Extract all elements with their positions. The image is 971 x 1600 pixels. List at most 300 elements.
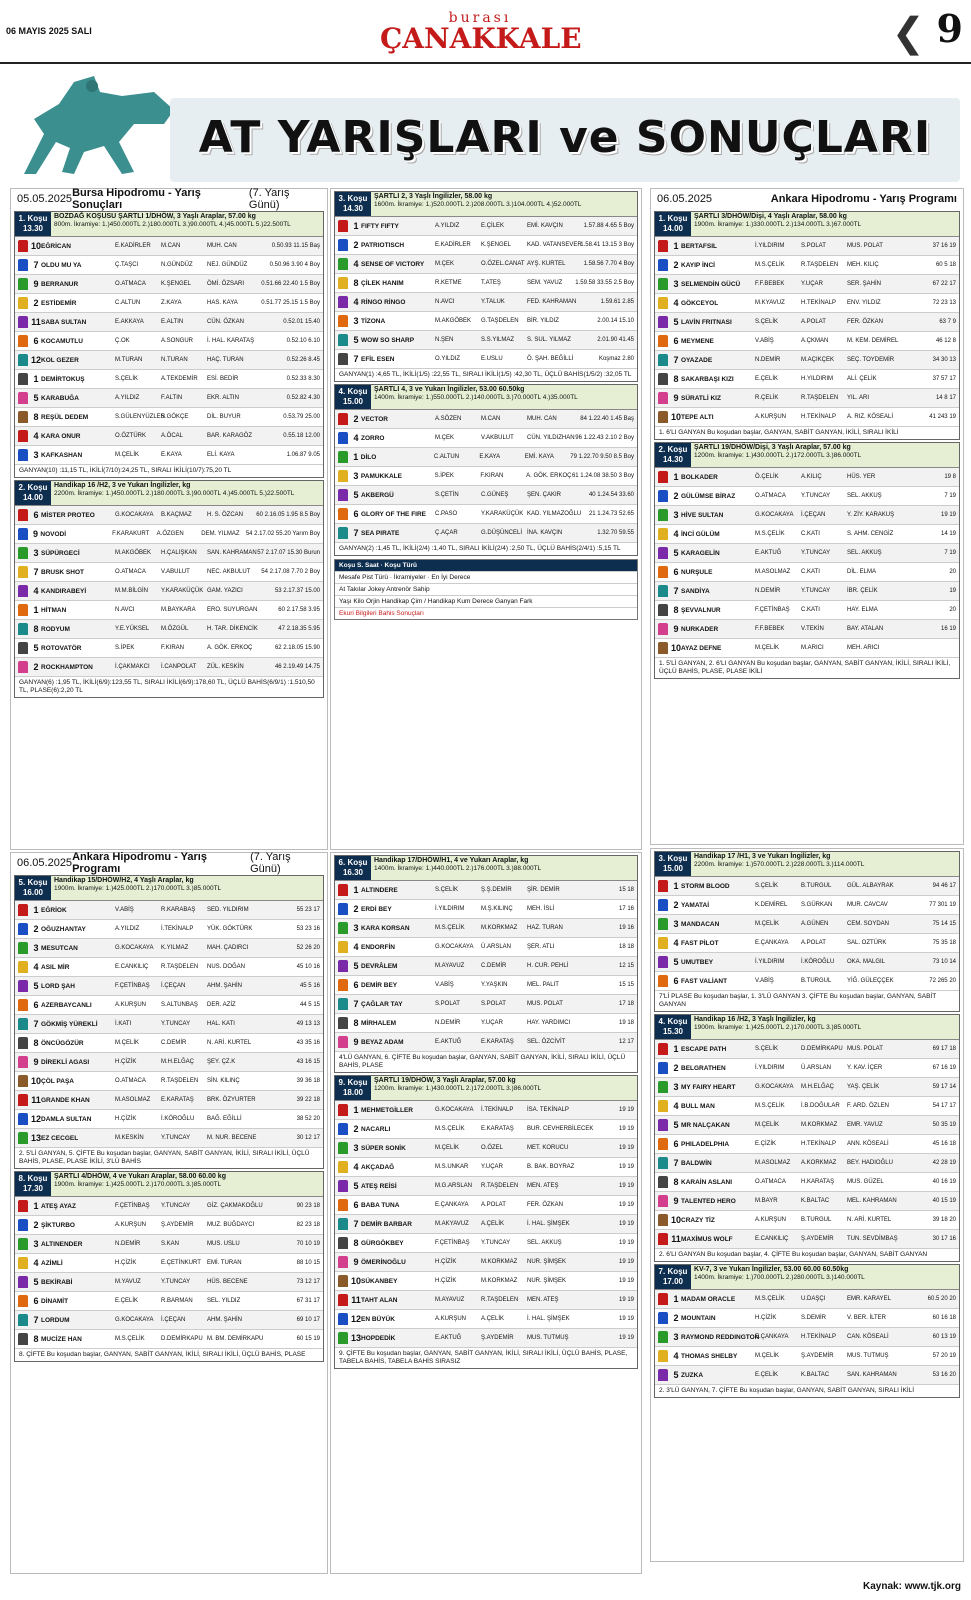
trainer: İ.KÖROĞLU [801,959,835,965]
jockey-silk-icon [338,998,348,1010]
horse-stats: 19 19 [618,1335,634,1341]
horse-name: ÖNCÜGÖZÜR [41,1039,84,1047]
horse-name: KOCAMUTLU [41,337,83,345]
owner: F. ARD. ÖZLEN [847,1103,890,1109]
race-info [51,876,323,900]
horse-name: CRAZY TİZ [681,1216,715,1224]
horse-row [335,957,637,976]
owner: SEL. ÖZCİVİT [527,1039,566,1045]
jockey-silk-icon [658,899,668,911]
horse-row [15,658,323,677]
owner: M. BM. DEMİRKAPU [207,1336,264,1342]
bursa-header [11,189,327,209]
horse-number: 6 [673,567,679,577]
horse-number: 3 [673,919,679,929]
owner: NUS. DOĞAN [207,964,246,970]
jockey: E.ÇELİK [755,376,779,382]
trainer: E.KARATAŞ [481,1126,514,1132]
race-block [334,191,638,382]
horse-number: 5 [33,981,39,991]
horse-number: 5 [673,548,679,558]
jockey: O.ATMACA [115,569,146,575]
horse-stats: 88 10 15 [296,1260,320,1266]
horse-stats: 20 [949,607,956,613]
race-number [335,385,371,409]
horse-number: 2 [33,662,39,672]
race-info [691,212,959,236]
race-header [655,1265,959,1290]
horse-name: MEHMETGİLLER [361,1106,413,1114]
horse-stats: 45 10 16 [296,964,320,970]
horse-stats: 15 15 [618,982,634,988]
jockey: E.KADİRLER [115,243,151,249]
trainer: E.ALTIN [161,319,184,325]
horse-name: AZİMLİ [41,1259,63,1267]
horse-number: 1 [33,905,39,915]
horse-number: 3 [673,279,679,289]
jockey: O.ÖZTÜRK [115,433,146,439]
trainer: A.SONGUR [161,338,194,344]
jockey-silk-icon [338,239,348,251]
jockey: C.PASO [435,511,458,517]
jockey-silk-icon [18,411,28,423]
jockey: E.ÇANKAYA [755,940,789,946]
horse-name: SAKARBAŞI KIZI [681,375,734,383]
jockey-silk-icon [338,432,348,444]
horse-stats: 12 15 [618,963,634,969]
trainer: G.DÜŞÜNCELİ [481,530,523,536]
race-note: 1. 6'LI GANYAN Bu koşudan başlar, GANYAN, SABİT GANYAN, İKİLİ, SIRALI İKİLİ [659,429,899,436]
horse-name: PHILADELPHIA [681,1140,730,1148]
horse-name: DİLO [360,453,377,461]
jockey: F.F.BEBEK [755,626,785,632]
jockey-silk-icon [658,1233,668,1245]
horse-stats: 39 36 18 [296,1078,320,1084]
horse-row [655,620,959,639]
horse-name: LORDUM [41,1316,70,1324]
horse-stats: 45 16 18 [932,1141,956,1147]
trainer: K.BALTAC [801,1372,830,1378]
horse-row [655,1078,959,1097]
jockey-silk-icon [338,1180,348,1192]
horse-row [655,544,959,563]
horse-stats: 44 5 15 [299,1002,320,1008]
jockey: G.KOCAKAYA [755,1084,794,1090]
horse-row [335,467,637,486]
trainer: İ.B.DOĞULAR [801,1103,840,1109]
horse-number: 6 [33,1296,39,1306]
race-number [15,212,51,236]
race-label: 1. Koşu [658,214,688,223]
owner: ANN. KÖSEALİ [847,1141,889,1147]
race-conditions: 1400m. İkramiye: 1.)440.000TL 2.)176.000TL 3.)88.000TL [374,865,542,872]
trainer: A.ÇKMAN [801,338,829,344]
owner: SEL. AKKUŞ [527,1240,562,1246]
race-label: 8. Koşu [18,1174,48,1183]
trainer: M.KORKMAZ [801,1122,838,1128]
horse-number: 5 [673,957,679,967]
owner: SAL. OZTÜRK [847,940,887,946]
owner: FER. ÖZKAN [847,319,884,325]
horse-stats: 53 16 20 [932,1372,956,1378]
owner: KAD. YILMAZOĞLU [527,511,582,517]
jockey: O.ATMACA [115,281,146,287]
jockey: S.ÇELİK [755,319,779,325]
race-time: 17.00 [662,1277,684,1286]
horse-stats: 19 16 [618,925,634,931]
trainer: Y.TUNCAY [481,1240,511,1246]
race-list [651,211,963,679]
owner: MEL. PALIT [527,982,559,988]
horse-name: KARA ONUR [41,432,81,440]
horse-number: 10 [671,643,682,653]
horse-name: BEKİRABİ [41,1278,73,1286]
ankara-bottom-date: 06.05.2025 [17,857,73,869]
jockey: M.ÇELİK [755,1353,780,1359]
trainer: C.KATI [801,607,820,613]
horse-stats: 19 [949,588,956,594]
owner: İ. HAL. ŞİMŞEK [527,1221,570,1227]
horse-number: 4 [33,962,39,972]
jockey: F.ÇETİNBAŞ [115,983,150,989]
horse-stats: 30 17 16 [932,1236,956,1242]
horse-stats: 0.52.10 6.10 [286,338,320,344]
jockey: M.ÇELİK [115,452,140,458]
horse-stats: 0.50.96 3.90 4 Boy [269,262,320,268]
legend-header: Koşu S. Saat · Koşu Türü [335,560,637,571]
race-time: 18.00 [342,1088,364,1097]
legend-title: Koşu S. Saat [339,562,379,569]
jockey: G.KOCAKAYA [115,1317,154,1323]
jockey-silk-icon [658,604,668,616]
race-header [335,856,637,881]
owner: İSA. TEKİNALP [527,1107,569,1113]
jockey-silk-icon [18,547,28,559]
race-header [655,443,959,468]
trainer: M.H.ELĞAÇ [161,1059,195,1065]
race-info [371,192,637,216]
owner: V. BER. İLTER [847,1315,887,1321]
race-block [14,480,324,698]
horse-number: 2 [33,1220,39,1230]
jockey-silk-icon [658,1081,668,1093]
race-block [654,1014,960,1262]
horse-stats: 0.53.79 25.00 [283,414,320,420]
owner: DİL. ELMA [847,569,877,575]
horse-name: WOW SO SHARP [361,336,415,344]
jockey-silk-icon [658,373,668,385]
horse-row [335,274,637,293]
horse-name: STORM BLOOD [681,882,730,890]
legend-row: Yaşı Kilo Orjin Handikap Çim / Handikap Kum Derece Ganyan Fark [335,595,637,607]
horse-row [335,1177,637,1196]
horse-stats: 67 16 19 [932,1065,956,1071]
horse-stats: 15 18 [618,887,634,893]
horse-number: 2 [33,298,39,308]
jockey-silk-icon [338,1256,348,1268]
horse-name: MİSTER PROTEO [41,511,95,519]
owner: DİL. BUYUR [207,414,241,420]
horse-row [655,972,959,991]
jockey: M.ÇEK [435,261,455,267]
jockey: M.ÇELİK [755,1122,780,1128]
horse-stats: 1.59.58 33.55 2.5 Boy [575,280,634,286]
horse-row [655,563,959,582]
trainer: M.H.ELĞAÇ [801,1084,835,1090]
horse-row [15,408,323,427]
owner: BAY. ATALAN [847,626,884,632]
trainer: R.TAŞDELEN [801,395,839,401]
jockey-silk-icon [18,1333,28,1345]
horse-number: 10 [31,241,42,251]
race-label: 4. Koşu [658,1017,688,1026]
jockey-silk-icon [18,1018,28,1030]
horse-row [15,920,323,939]
owner: CAN. KÖSEALİ [847,1334,889,1340]
trainer: Y.TUNCAY [161,1021,191,1027]
race-conditions: 1400m. İkramiye: 1.)700.000TL 2.)280.000TL 3.)140.000TL [694,1274,865,1281]
trainer: Y.UÇAR [481,1164,503,1170]
trainer: E.USLU [481,356,503,362]
jockey-silk-icon [338,1275,348,1287]
jockey: İ.YILDIRIM [755,243,785,249]
owner: GÜL. ALBAYRAK [847,883,894,889]
legend-box [334,559,638,620]
jockey: G.KOCAKAYA [115,945,154,951]
jockey-silk-icon [338,220,348,232]
jockey-silk-icon [338,508,348,520]
horse-name: BOLKADER [681,473,718,481]
horse-name: BERTAFSIL [681,242,717,250]
jockey-silk-icon [18,1037,28,1049]
horse-number: 3 [353,1143,359,1153]
owner: ELİ. KAYA [207,452,235,458]
trainer: Y.KARAKÜÇÜK [161,588,204,594]
horse-number: 5 [353,1181,359,1191]
jockey-silk-icon [658,642,668,654]
horse-number: 2 [353,414,359,424]
trainer: D.DEMİRKAPU [161,1336,203,1342]
owner: HÜS. YER [847,474,876,480]
horse-row [15,1091,323,1110]
horse-row [15,389,323,408]
horse-name: TAHT ALAN [361,1296,398,1304]
horse-row [655,1211,959,1230]
owner: NUR. ŞİMŞEK [527,1278,567,1284]
owner: FER. ÖZKAN [527,1202,564,1208]
horse-row [15,1311,323,1330]
jockey: H.ÇİZİK [115,1059,137,1065]
horse-stats: 19 19 [618,1259,634,1265]
jockey: M.KESKİN [115,1135,144,1141]
horse-row [15,237,323,256]
jockey-silk-icon [658,1214,668,1226]
trainer: M.KORKMAZ [481,1278,518,1284]
trainer: O.ÖZEL.CANAT [481,261,525,267]
owner: MUS. POLAT [847,243,883,249]
trainer: A.ÇELİK [481,1221,505,1227]
horse-stats: 54 17 17 [932,1103,956,1109]
horse-number: 1 [33,605,39,615]
race-time: 13.30 [22,224,44,233]
horse-row [335,1014,637,1033]
jockey-silk-icon [338,258,348,270]
jockey: M.ASOLMAZ [755,569,791,575]
owner: SEL. AKKUŞ [847,493,882,499]
horse-number: 6 [353,1200,359,1210]
owner: İ. HAL. KARATAŞ [207,338,255,344]
trainer: A.KILIÇ [801,474,822,480]
trainer: M.ARICI [801,645,824,651]
owner: AHM. ŞAHİN [207,1317,243,1323]
jockey-silk-icon [18,904,28,916]
horse-number: 4 [673,1351,679,1361]
trainer: İ.ÇEÇAN [801,512,826,518]
trainer: F.KIRAN [161,645,185,651]
horse-row [335,1329,637,1348]
horse-row [335,312,637,331]
race-block [14,211,324,478]
jockey: M.KYAVUZ [755,300,785,306]
race-number [655,443,691,467]
horse-stats: 52 26 20 [296,945,320,951]
horse-name: NACARLI [361,1125,391,1133]
jockey-silk-icon [18,604,28,616]
horse-row [15,1072,323,1091]
jockey: V.ABİŞ [115,907,134,913]
horse-stats: 1.06.87 9.05 [286,452,320,458]
owner: ESİ. BEDİR [207,376,239,382]
trainer: G.TAŞDELEN [481,318,519,324]
horse-row [15,1197,323,1216]
horse-stats: 41 243 19 [929,414,956,420]
owner: TUN. SEVDİMBAŞ [847,1236,898,1242]
horse-stats: 73 12 17 [296,1279,320,1285]
horse-number: 2 [673,1313,679,1323]
horse-number: 1 [673,881,679,891]
trainer: H.KARATAŞ [801,1179,835,1185]
race-title: Handikap 16 /H2, 3 ve Yukarı İngilizler, kg [54,482,191,489]
horse-stats: 79 1.22.70 9.50 8.5 Boy [570,454,634,460]
horse-stats: 21 1.24.73 52.65 [588,511,634,517]
jockey: M.AKGÖBEK [115,550,152,556]
horse-number: 4 [33,1258,39,1268]
trainer: R.TAŞDELEN [801,262,839,268]
horse-row [15,1330,323,1349]
horse-number: 6 [673,336,679,346]
horse-name: GÖKCEYOL [681,299,719,307]
legend-col1: Koşu Türü [384,562,418,569]
horse-stats: 16 19 [940,626,956,632]
race-list [331,191,641,556]
trainer: D.DEMİRKAPU [801,1046,843,1052]
owner: H. TAR. DİKENCİK [207,626,258,632]
trainer: K.ŞENGEL [161,281,192,287]
horse-stats: 94 46 17 [932,883,956,889]
jockey: E.ÇELİK [115,1298,139,1304]
horse-stats: 18 18 [618,944,634,950]
race-header [15,1172,323,1197]
race-block [654,211,960,440]
trainer: M.ÖZGÜL [161,626,189,632]
horse-name: MANDACAN [681,920,720,928]
horse-row [655,639,959,658]
owner: HAY. ELMA [847,607,878,613]
horse-name: BABA TUNA [361,1201,400,1209]
horse-name: GLORY OF THE FIRE [361,510,427,518]
race-time: 15.00 [662,864,684,873]
race-time: 14.30 [342,204,364,213]
owner: EMR. YAVUZ [847,1122,883,1128]
owner: HAL. KATI [207,1021,235,1027]
horse-stats: 60 2.17.58 3.95 [278,607,320,613]
race-number [335,192,371,216]
owner: DER. AZİZ [207,1002,236,1008]
horse-number: 1 [353,1105,359,1115]
owner: YIL. ARI [847,395,870,401]
horse-name: MEYMENE [681,337,714,345]
horse-row [15,1053,323,1072]
jockey-silk-icon [18,354,28,366]
horse-name: MUCİZE HAN [41,1335,82,1343]
race-label: 2. Koşu [18,483,48,492]
horse-row [335,1291,637,1310]
race-conditions: 1900m. İkramiye: 1.)425.000TL 2.)170.000TL 3.)85.000TL [694,1024,862,1031]
race-label: 6. Koşu [338,858,368,867]
horse-row [15,563,323,582]
horse-row [655,1192,959,1211]
jockey: S.ÇETİN [435,492,459,498]
jockey: S.İPEK [434,473,454,479]
jockey: N.ŞEN [435,337,454,343]
jockey: E.AKKAYA [115,319,144,325]
horse-number: 2 [33,924,39,934]
jockey: A.KURŞUN [435,1316,467,1322]
owner: SER. ŞAHİN [847,281,882,287]
horse-stats: 84 1.22.40 1.45 Baş [580,416,634,422]
jockey-silk-icon [18,373,28,385]
jockey-silk-icon [338,960,348,972]
trainer: S.S.YILMAZ [481,337,515,343]
horse-stats: 20 [949,569,956,575]
horse-stats: 1.32.70 59.55 [597,530,634,536]
trainer: N.TURAN [161,357,188,363]
jockey: M.ÇEK [435,435,455,441]
jockey-silk-icon [338,884,348,896]
jockey-silk-icon [18,980,28,992]
ankara-program-bottom [10,852,328,1574]
horse-row [655,1328,959,1347]
race-conditions: 2200m. İkramiye: 1.)570.000TL 2.)228.000TL 3.)114.000TL [694,861,865,868]
horse-name: SÜPER SONİK [361,1144,406,1152]
horse-name: SEA PIRATE [361,529,400,537]
race-note: 4'LÜ GANYAN, 6. ÇİFTE Bu koşudan başlar, GANYAN, SABİT GANYAN, İKİLİ, SIRALI İKİLİ, ÜÇLÜ BAHİS, PLASE [339,1054,626,1069]
horse-name: MR NALÇAKAN [681,1121,730,1129]
trainer: F.ALTIN [161,395,183,401]
horse-stats: 19 8 [944,474,956,480]
ankara-date: 06.05.2025 [657,193,713,205]
horse-row [335,1139,637,1158]
legend-row: Mesafe Pist Türü · İkramiyeler · En İyi Derece [335,571,637,583]
horse-name: TİZONA [361,317,386,325]
race-header [655,1015,959,1040]
horse-name: TALENTED HERO [681,1197,736,1205]
race-title: Handikap 17 /H1, 3 ve Yukarı İngilizler, kg [694,853,831,860]
jockey-silk-icon [338,922,348,934]
horse-name: ALTINDERE [361,886,398,894]
race-note: GANYAN(10) :11,15 TL, İKİLİ(7/10):24,25 TL, SIRALI İKİLİ(10/7):75,20 TL [19,467,232,474]
race-header [655,212,959,237]
